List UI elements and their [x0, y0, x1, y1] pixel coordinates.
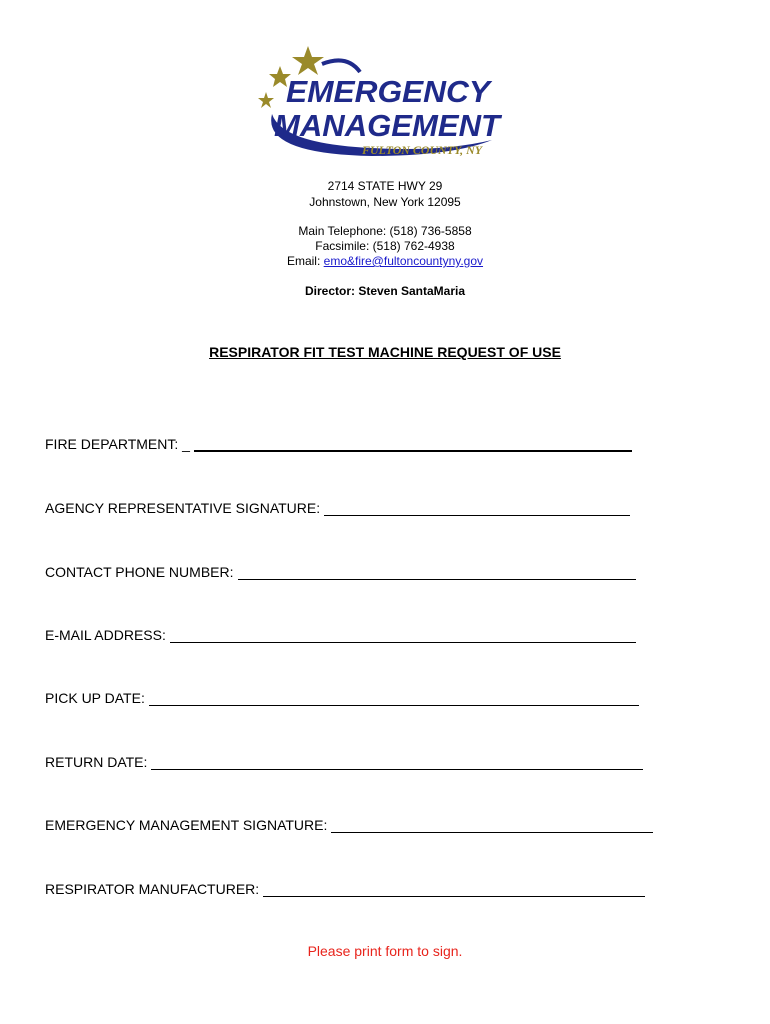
logo-line2: MANAGEMENT — [274, 108, 504, 143]
address-line2: Johnstown, New York 12095 — [309, 195, 461, 209]
agency-signature-input-line[interactable] — [324, 501, 630, 516]
return-date-input-line[interactable] — [151, 755, 643, 770]
address-line1: 2714 STATE HWY 29 — [327, 179, 443, 193]
field-label: RETURN DATE: — [45, 754, 148, 770]
star-icon — [292, 46, 324, 75]
fire-department-input-line[interactable] — [194, 436, 632, 452]
logo-line1: EMERGENCY — [286, 74, 494, 109]
print-notice: Please print form to sign. — [307, 943, 463, 959]
logo-graphic — [252, 44, 514, 162]
form-title: RESPIRATOR FIT TEST MACHINE REQUEST OF USE — [209, 344, 561, 360]
field-fire-department — [45, 436, 632, 452]
field-return-date — [45, 754, 643, 770]
field-label: CONTACT PHONE NUMBER: — [45, 564, 234, 580]
field-contact-phone — [45, 564, 636, 580]
star-icon — [258, 92, 274, 108]
email-line — [0, 253, 770, 269]
field-label: EMERGENCY MANAGEMENT SIGNATURE: — [45, 817, 328, 833]
field-label: E-MAIL ADDRESS: — [45, 627, 166, 643]
field-label: RESPIRATOR MANUFACTURER: — [45, 881, 260, 897]
field-agency-signature — [45, 500, 630, 516]
facsimile: Facsimile: (518) 762-4938 — [315, 239, 455, 253]
field-label: AGENCY REPRESENTATIVE SIGNATURE: — [45, 500, 321, 516]
contact-phone-input-line[interactable] — [238, 565, 636, 580]
field-pick-up-date — [45, 690, 639, 706]
field-respirator-manufacturer — [45, 881, 645, 897]
em-signature-input-line[interactable] — [331, 818, 653, 833]
field-email-address — [45, 627, 636, 643]
emergency-management-logo — [252, 44, 514, 162]
email-address-input-line[interactable] — [170, 628, 636, 643]
field-em-signature — [45, 817, 653, 833]
field-label: PICK UP DATE: — [45, 690, 145, 706]
telephone: Main Telephone: (518) 736-5858 — [298, 224, 472, 238]
director: Director: Steven SantaMaria — [304, 284, 466, 298]
pick-up-date-input-line[interactable] — [149, 691, 639, 706]
logo-line3: FULTON COUNTY, NY — [361, 143, 484, 157]
swoosh-arc — [322, 60, 360, 72]
field-label: FIRE DEPARTMENT: _ — [45, 436, 190, 452]
respirator-manufacturer-input-line[interactable] — [263, 882, 645, 897]
email-label: Email: — [286, 254, 321, 268]
email-link[interactable]: emo&fire@fultoncountyny.gov — [323, 254, 484, 268]
